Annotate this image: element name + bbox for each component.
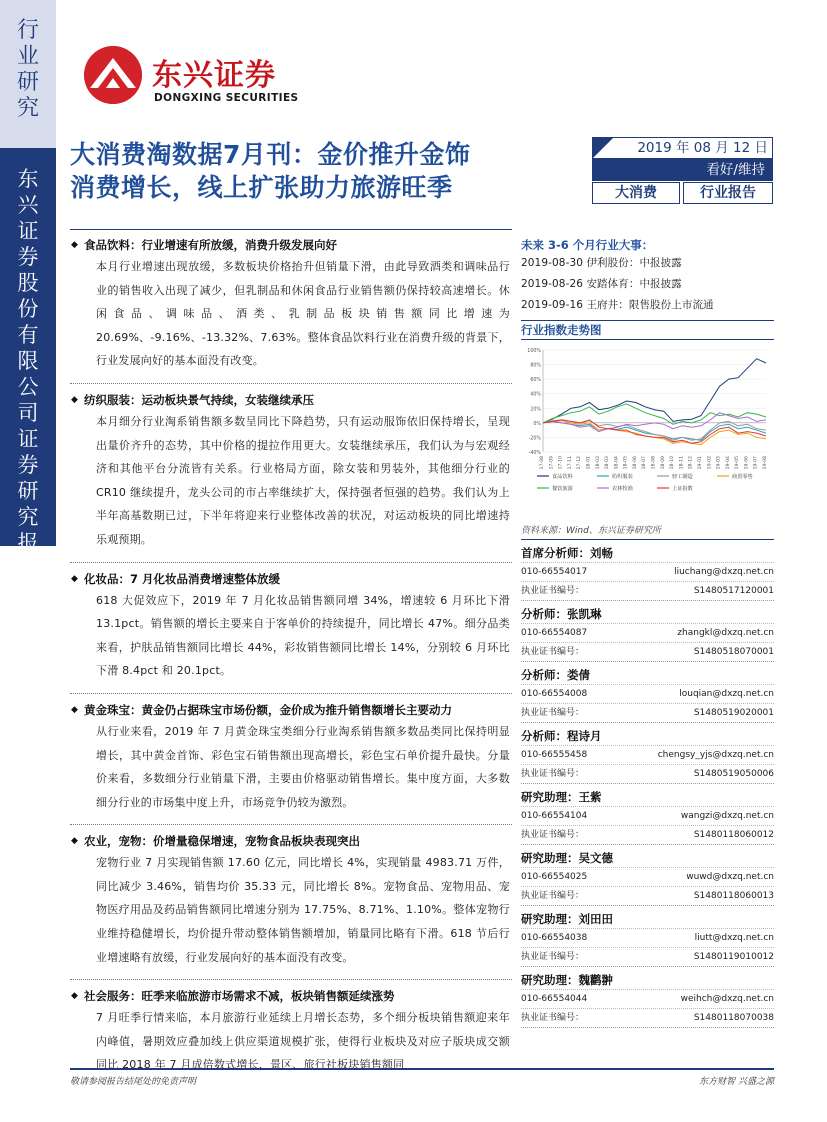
- x-tick-label: 19-04: [725, 456, 731, 470]
- analyst-email[interactable]: zhangkl@dxzq.net.cn: [677, 628, 774, 638]
- analyst-cert-number: S1480518070001: [693, 647, 774, 657]
- analyst-cert-label: 执业证书编号：: [521, 830, 585, 840]
- x-tick-label: 19-07: [753, 456, 759, 470]
- analyst-email[interactable]: weihch@dxzq.net.cn: [680, 994, 774, 1004]
- y-tick-label: -40%: [528, 451, 541, 456]
- chart-section-title: 行业指数走势图: [521, 320, 774, 340]
- report-date: 2019 年 08 月 12 日: [637, 140, 768, 156]
- x-tick-label: 18-10: [670, 456, 676, 470]
- analyst-cert-row: [521, 947, 774, 966]
- analyst-cert-row: [521, 886, 774, 905]
- legend-label: 上证指数: [672, 486, 693, 492]
- analyst-phone: 010-66554025: [521, 872, 588, 882]
- sidebar-category-label: 行业研究: [16, 18, 39, 121]
- x-tick-label: 18-09: [660, 456, 666, 470]
- section-social-services: [70, 980, 512, 1077]
- index-trend-chart-svg: [521, 344, 774, 520]
- sidebar-company-label: 东兴证券股份有限公司证券研究报告: [17, 167, 39, 581]
- legend-label: 农林牧渔: [612, 486, 633, 492]
- analyst-email[interactable]: wuwd@dxzq.net.cn: [686, 872, 774, 882]
- analyst-phone: 010-66554038: [521, 933, 588, 943]
- analyst-person: 刘田田: [578, 912, 613, 926]
- analyst-person: 程诗月: [567, 729, 602, 743]
- analyst-cert-row: [521, 764, 774, 783]
- footer-divider: [70, 1068, 774, 1070]
- analyst-email[interactable]: liutt@dxzq.net.cn: [694, 933, 774, 943]
- analyst-cert-label: 执业证书编号：: [521, 1013, 585, 1023]
- analyst-name: [521, 540, 774, 562]
- section-cosmetics: [70, 563, 512, 683]
- analyst-phone: 010-66554104: [521, 811, 588, 821]
- legend-label: 食品饮料: [552, 474, 573, 480]
- analyst-name: [521, 662, 774, 684]
- x-tick-label: 18-06: [632, 456, 638, 470]
- analyst-card: [521, 784, 774, 845]
- series-line: [543, 359, 766, 423]
- x-tick-label: 17-11: [567, 456, 573, 470]
- analyst-contact-row: [521, 806, 774, 825]
- analyst-phone: 010-66554017: [521, 567, 588, 577]
- main-content: [70, 229, 512, 1077]
- sidebar-category: [0, 0, 56, 148]
- x-tick-label: 17-09: [549, 456, 555, 470]
- analyst-phone: 010-66555458: [521, 750, 588, 760]
- analyst-name: [521, 723, 774, 745]
- analyst-card: [521, 967, 774, 1028]
- right-column: [521, 229, 774, 1028]
- x-tick-label: 18-05: [623, 456, 629, 470]
- analyst-role: 研究助理：: [521, 851, 579, 865]
- section-heading: ◆ 化妆品：7 月化妆品消费增速整体放缓: [70, 569, 512, 589]
- event-item: 2019-09-16 王府井：限售股份上市流通: [521, 299, 714, 311]
- analyst-role: 研究助理：: [521, 790, 579, 804]
- x-tick-label: 18-04: [614, 456, 620, 470]
- corner-triangle-icon: [593, 138, 613, 158]
- analyst-name: [521, 906, 774, 928]
- analyst-email[interactable]: wangzi@dxzq.net.cn: [680, 811, 774, 821]
- analyst-cert-label: 执业证书编号：: [521, 708, 585, 718]
- analyst-card: [521, 662, 774, 723]
- analyst-contact-row: [521, 989, 774, 1008]
- y-tick-label: 80%: [530, 363, 541, 369]
- logo-emblem-icon: [84, 46, 142, 104]
- analyst-card: [521, 845, 774, 906]
- x-tick-label: 18-03: [605, 456, 611, 470]
- analyst-person: 吴文德: [578, 851, 613, 865]
- analyst-role: 研究助理：: [521, 973, 579, 987]
- analyst-name: [521, 601, 774, 623]
- x-tick-label: 18-07: [642, 456, 648, 470]
- events-title: 未来 3-6 个月行业大事：: [521, 238, 654, 252]
- legend-label: 商贸零售: [732, 474, 753, 480]
- analyst-role: 首席分析师：: [521, 546, 590, 560]
- analyst-cert-row: [521, 581, 774, 600]
- analyst-person: 王紫: [578, 790, 602, 804]
- section-body: 本月行业增速出现放缓，多数板块价格抬升但销量下滑，由此导致酒类和调味品行业的销售收入出现了减少，但乳制品和休闲食品行业销售额仍保持较高速增长。休闲食品、调味品、酒类、乳制品板块销售额同比增速为 20.69%、-9.16%、-13.32%、7.63%。整体食品饮料行业在消费升级的背景下，行业发展向好的基本面没有改变。: [96, 260, 510, 368]
- x-tick-label: 17-10: [558, 456, 564, 470]
- analyst-cert-row: [521, 825, 774, 844]
- section-body: 宠物行业 7 月实现销售额 17.60 亿元，同比增长 4%，实现销量 4983.71 万件，同比减少 3.46%，销售均价 35.33 元，同比增长 8%。宠物食品、宠物用品、宠物医疗用品及药品销售额同比增速分别为 17.75%、8.71%、1.10%。整体宠物行业维持稳健增长，均价提升带动整体销售额增加，销量同比略有下滑。618 节后行业增速略有放缓，行业发展向好的基本面没有改变。: [96, 856, 510, 964]
- x-tick-label: 17-08: [540, 456, 545, 470]
- section-heading: ◆ 农业，宠物：价增量稳保增速，宠物食品板块表现突出: [70, 831, 512, 851]
- section-agriculture-pets: [70, 825, 512, 969]
- analyst-cert-number: S1480118060013: [693, 891, 774, 901]
- x-tick-label: 19-03: [716, 456, 722, 470]
- analyst-name: [521, 967, 774, 989]
- x-tick-label: 19-01: [697, 456, 703, 470]
- x-tick-label: 18-12: [688, 456, 694, 470]
- analyst-cert-row: [521, 1008, 774, 1027]
- analyst-role: 分析师：: [521, 729, 567, 743]
- analyst-contact-row: [521, 745, 774, 764]
- analyst-email[interactable]: chengsy_yjs@dxzq.net.cn: [657, 750, 774, 760]
- section-body: 本月细分行业淘系销售额多数呈同比下降趋势，只有运动服饰依旧保持增长，呈现出量价齐升的态势，其中价格的提拉作用更大。女装继续承压，我们认为与宏观经济和其他平台分流皆有关系。行业格局方面，除女装和男装外，其他细分行业的 CR10 继续提升，龙头公司的市占率继续扩大，保持强者恒强的趋势。我们认为上半年高基数期已过，下半年将迎来行业整体改善的状况，对运动板块的同比增速持乐观预期。: [96, 414, 510, 546]
- company-logo: [84, 46, 314, 110]
- analyst-cert-label: 执业证书编号：: [521, 769, 585, 779]
- analyst-contact-row: [521, 867, 774, 886]
- report-title-line1: 大消费淘数据7月刊：金价推升金饰: [70, 140, 471, 169]
- analyst-cert-number: S1480119010012: [693, 952, 774, 962]
- y-tick-label: 60%: [530, 378, 541, 384]
- analyst-phone: 010-66554044: [521, 994, 588, 1004]
- report-type-tag: 行业报告: [683, 182, 773, 204]
- analyst-name: [521, 845, 774, 867]
- x-tick-label: 19-05: [735, 456, 741, 470]
- sector-tag: 大消费: [592, 182, 680, 204]
- analyst-cert-row: [521, 703, 774, 722]
- legend-label: 纺织服装: [612, 474, 633, 480]
- x-tick-label: 17-12: [577, 456, 583, 470]
- analyst-card: [521, 906, 774, 967]
- analyst-cert-number: S1480519020001: [693, 708, 774, 718]
- x-tick-label: 18-11: [679, 456, 685, 470]
- y-tick-label: 0%: [533, 421, 541, 427]
- report-meta-box: [592, 137, 773, 205]
- x-tick-label: 19-02: [707, 456, 713, 470]
- analyst-role: 分析师：: [521, 668, 567, 682]
- analyst-name: [521, 784, 774, 806]
- y-tick-label: 100%: [527, 349, 541, 354]
- analyst-cert-label: 执业证书编号：: [521, 647, 585, 657]
- event-item: 2019-08-26 安踏体育：中报披露: [521, 278, 682, 290]
- footer-disclaimer: 敬请参阅报告结尾处的免责声明: [70, 1077, 197, 1087]
- x-tick-label: 19-08: [763, 456, 768, 470]
- analyst-card: [521, 601, 774, 662]
- section-heading: ◆ 食品饮料：行业增速有所放缓，消费升级发展向好: [70, 235, 512, 255]
- analyst-role: 研究助理：: [521, 912, 579, 926]
- analyst-role: 分析师：: [521, 607, 567, 621]
- rating-badge: 看好/维持: [592, 159, 773, 181]
- report-title: [70, 138, 590, 204]
- analyst-contact-row: [521, 928, 774, 947]
- section-heading: ◆ 纺织服装：运动板块景气持续，女装继续承压: [70, 390, 512, 410]
- section-food-beverage: [70, 229, 512, 373]
- analyst-card: [521, 540, 774, 601]
- x-tick-label: 19-06: [744, 456, 750, 470]
- x-tick-label: 18-01: [586, 456, 592, 470]
- logo-text-cn: 东兴证券: [152, 58, 276, 93]
- y-tick-label: 40%: [530, 392, 541, 398]
- analyst-contact-row: [521, 562, 774, 581]
- section-heading: ◆ 黄金珠宝：黄金仍占据珠宝市场份额，金价成为推升销售额增长主要动力: [70, 700, 512, 720]
- footer-slogan: 东方财智 兴盛之源: [699, 1077, 774, 1087]
- legend-label: 轻工制造: [672, 474, 693, 480]
- analyst-cert-number: S1480118060012: [693, 830, 774, 840]
- analyst-cert-row: [521, 642, 774, 661]
- analyst-cert-label: 执业证书编号：: [521, 891, 585, 901]
- section-body: 从行业来看，2019 年 7 月黄金珠宝类细分行业淘系销售额多数品类同比保持明显增长，其中黄金首饰、彩色宝石销售额出现高增长，彩色宝石单价提升最快。分量价来看，多数细分行业销量下滑，主要由价格驱动销售增长。集中度方面，大多数细分行业的市场集中度上升，市场竞争仍较为激烈。: [96, 724, 510, 809]
- x-tick-label: 18-02: [595, 456, 601, 470]
- index-trend-chart: [521, 344, 774, 520]
- y-tick-label: -20%: [528, 436, 541, 442]
- analyst-cert-number: S1480118070038: [693, 1013, 774, 1023]
- analyst-email[interactable]: louqian@dxzq.net.cn: [679, 689, 774, 699]
- analyst-cert-number: S1480519050006: [693, 769, 774, 779]
- logo-text-en: DONGXING SECURITIES: [154, 92, 299, 104]
- event-item: 2019-08-30 伊利股份：中报披露: [521, 257, 682, 269]
- analyst-person: 娄倩: [567, 668, 590, 682]
- report-date-row: [592, 137, 773, 159]
- section-body: 7 月旺季行情来临，本月旅游行业延续上月增长态势，多个细分板块销售额迎来年内峰值，暑期效应叠加线上供应渠道规模扩张，使得行业板块及对应子版块成交额同比 2018 年 7 月成倍数式增长，景区、旅行社板块销售额同: [96, 1011, 510, 1072]
- analyst-card: [521, 723, 774, 784]
- analyst-contact-row: [521, 623, 774, 642]
- analyst-cert-label: 执业证书编号：: [521, 586, 585, 596]
- x-tick-label: 18-08: [651, 456, 657, 470]
- series-line: [543, 421, 766, 445]
- sidebar-company: [0, 148, 56, 581]
- report-title-line2: 消费增长，线上扩张助力旅游旺季: [70, 173, 453, 202]
- analyst-phone: 010-66554087: [521, 628, 588, 638]
- legend-label: 餐饮旅游: [552, 486, 573, 492]
- analyst-person: 魏鹳翀: [578, 973, 613, 987]
- analyst-cert-label: 执业证书编号：: [521, 952, 585, 962]
- section-body: 618 大促效应下，2019 年 7 月化妆品销售额同增 34%，增速较 6 月环比下滑 13.1pct。销售额的增长主要来自于客单价的持续提升，同比增长 47%。细分品类来看，护肤品销售额同比增长 44%，彩妆销售额同比增长 14%，分别较 6 月环比下滑 8.4pct 和 20.1pct。: [96, 593, 510, 678]
- chart-source: 资料来源：Wind、东兴证券研究所: [521, 522, 774, 540]
- section-textile-apparel: [70, 384, 512, 552]
- analyst-contact-row: [521, 684, 774, 703]
- analyst-email[interactable]: liuchang@dxzq.net.cn: [674, 567, 774, 577]
- section-jewelry: [70, 694, 512, 814]
- y-tick-label: 20%: [530, 407, 541, 413]
- analyst-person: 刘畅: [590, 546, 613, 560]
- analyst-cert-number: S1480517120001: [693, 586, 774, 596]
- section-heading: ◆ 社会服务：旺季来临旅游市场需求不减，板块销售额延续涨势: [70, 986, 512, 1006]
- analyst-list: [521, 540, 774, 1028]
- analyst-person: 张凯琳: [567, 607, 602, 621]
- analyst-phone: 010-66554008: [521, 689, 588, 699]
